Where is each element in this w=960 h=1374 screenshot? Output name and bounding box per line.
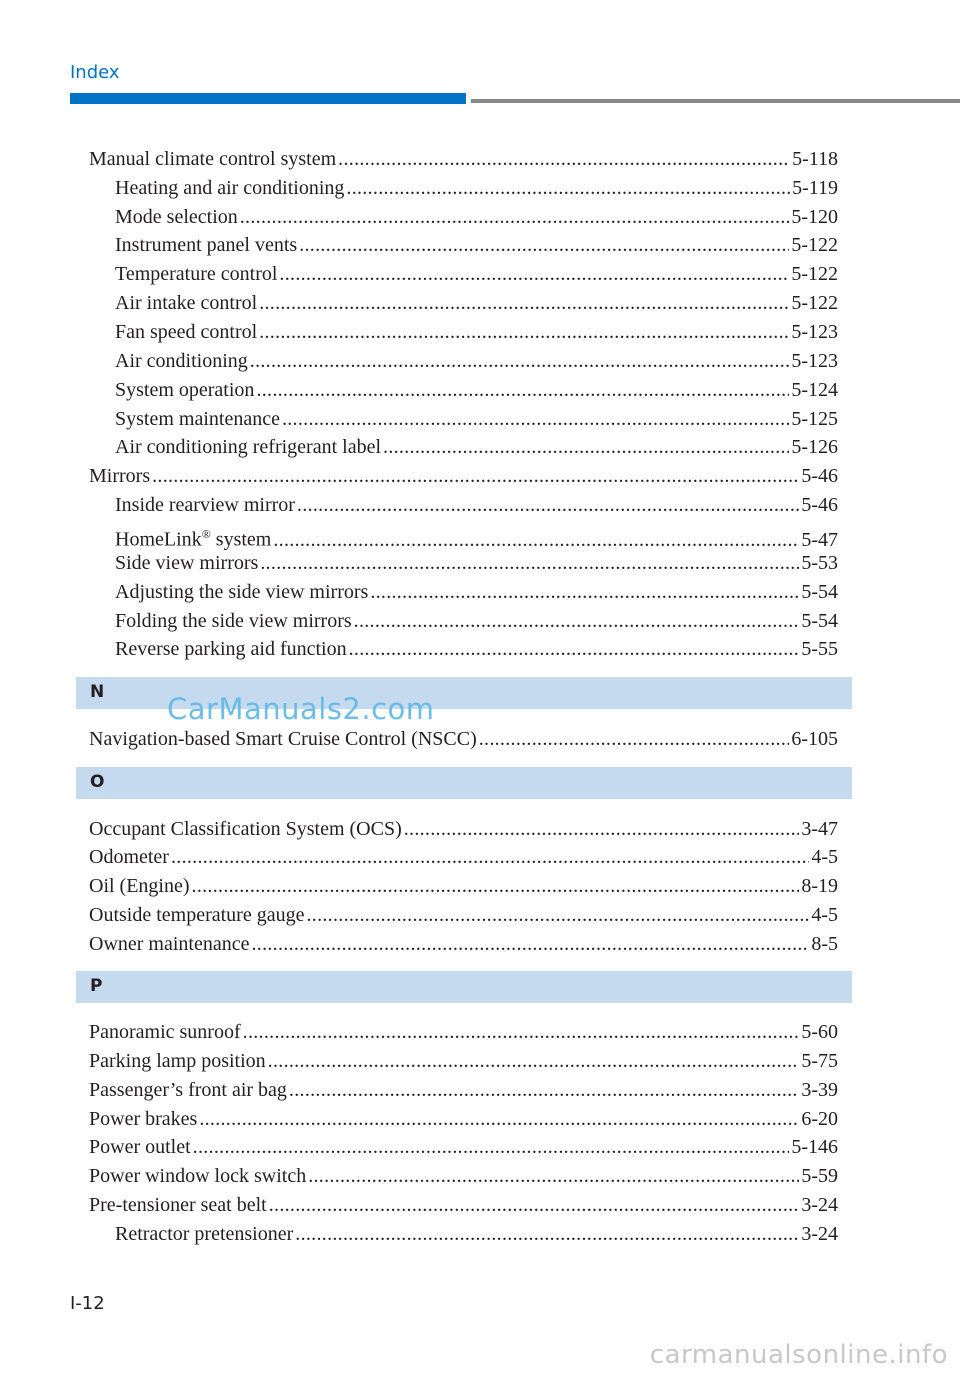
index-subentry	[115, 405, 838, 434]
footer-watermark: carmanualsonline.info	[649, 1340, 948, 1370]
index-subentry	[115, 549, 838, 578]
index-subentry	[115, 260, 838, 289]
index-entry	[89, 843, 838, 872]
index-subentry	[115, 578, 838, 607]
entry-label: Occupant Classification System (OCS)	[89, 818, 402, 840]
leader-dots	[479, 725, 790, 754]
index-entry	[89, 1133, 838, 1162]
leader-dots	[338, 145, 790, 174]
leader-dots	[171, 843, 809, 872]
index-subentry	[115, 203, 838, 232]
section-header-o	[76, 767, 852, 799]
entry-page: 5-54	[801, 581, 838, 603]
index-subentry	[115, 607, 838, 636]
leader-dots	[256, 376, 789, 405]
index-entry	[89, 1162, 838, 1191]
page-number: I-12	[70, 1293, 105, 1314]
entry-page: 3-24	[801, 1194, 838, 1216]
index-subentry	[115, 174, 838, 203]
leader-dots	[240, 203, 790, 232]
index-entry	[89, 1191, 838, 1220]
entry-label: Power outlet	[89, 1136, 191, 1158]
entry-label: Air intake control	[115, 292, 258, 314]
entry-label: Power window lock switch	[89, 1165, 307, 1187]
entry-label: Manual climate control system	[89, 148, 337, 170]
entry-label: Mirrors	[89, 465, 151, 487]
entry-page: 5-122	[791, 234, 838, 256]
index-subentry	[115, 231, 838, 260]
entry-label-text: system	[210, 528, 272, 551]
index-subentry	[115, 433, 838, 462]
leader-dots	[354, 607, 800, 636]
entry-page: 5-47	[801, 528, 838, 551]
leader-dots	[260, 549, 799, 578]
entry-page: 6-105	[791, 728, 838, 750]
index-entry	[89, 1047, 838, 1076]
entry-page: 5-46	[801, 494, 838, 516]
entry-label: Instrument panel vents	[115, 234, 298, 256]
section-letter: P	[90, 976, 103, 996]
entry-label: Side view mirrors	[115, 552, 259, 574]
leader-dots	[349, 635, 800, 664]
entry-label: Outside temperature gauge	[89, 904, 305, 926]
entry-label: Odometer	[89, 846, 169, 868]
header-rule	[471, 99, 960, 103]
index-entry	[89, 462, 838, 491]
leader-dots	[199, 1105, 799, 1134]
entry-page: 4-5	[811, 904, 838, 926]
leader-dots	[306, 901, 809, 930]
leader-dots	[193, 1133, 790, 1162]
index-entry	[89, 725, 838, 754]
entry-page: 5-123	[791, 350, 838, 372]
entry-label: Air conditioning refrigerant label	[115, 436, 382, 458]
entry-label: Air conditioning	[115, 350, 248, 372]
index-subentry	[115, 1220, 838, 1249]
leader-dots	[269, 1191, 800, 1220]
entry-label: Adjusting the side view mirrors	[115, 581, 369, 603]
leader-dots	[279, 260, 789, 289]
entry-label: Passenger’s front air bag	[89, 1079, 287, 1101]
entry-label: Navigation-based Smart Cruise Control (NSCC)	[89, 728, 477, 750]
entry-label: System operation	[115, 379, 255, 401]
page-section-title: Index	[70, 62, 120, 83]
entry-label: Panoramic sunroof	[89, 1021, 241, 1043]
entry-label: System maintenance	[115, 408, 280, 430]
index-entry	[89, 901, 838, 930]
index-entry	[89, 145, 838, 174]
index-subentry	[115, 318, 838, 347]
registered-mark: ®	[201, 527, 211, 541]
entry-page: 5-46	[801, 465, 838, 487]
leader-dots	[297, 491, 799, 520]
entry-label: Heating and air conditioning	[115, 177, 345, 199]
entry-page: 5-119	[792, 177, 838, 199]
header-accent-bar	[70, 93, 466, 104]
leader-dots	[383, 433, 789, 462]
entry-page: 8-19	[801, 875, 838, 897]
entry-page: 5-54	[801, 610, 838, 632]
index-subentry	[115, 635, 838, 664]
entry-page: 5-118	[792, 148, 838, 170]
index-entry	[89, 1105, 838, 1134]
leader-dots	[192, 872, 800, 901]
entry-label-text: HomeLink	[115, 528, 202, 551]
index-entry	[89, 815, 838, 844]
leader-dots	[346, 174, 790, 203]
entry-page: 5-53	[801, 552, 838, 574]
entry-page: 5-60	[801, 1021, 838, 1043]
index-entry	[89, 930, 838, 959]
leader-dots	[251, 930, 809, 959]
entry-page: 5-126	[791, 436, 838, 458]
entry-page: 5-122	[791, 292, 838, 314]
leader-dots	[289, 1076, 799, 1105]
entry-page: 3-39	[801, 1079, 838, 1101]
site-watermark: CarManuals2.com	[167, 692, 435, 726]
entry-page: 5-146	[791, 1136, 838, 1158]
entry-label: Reverse parking aid function	[115, 638, 347, 660]
entry-label: Inside rearview mirror	[115, 494, 295, 516]
entry-label: Temperature control	[115, 263, 278, 285]
leader-dots	[250, 347, 790, 376]
entry-label: Folding the side view mirrors	[115, 610, 352, 632]
entry-label: Pre-tensioner seat belt	[89, 1194, 267, 1216]
entry-label: Fan speed control	[115, 321, 258, 343]
index-subentry	[115, 491, 838, 520]
entry-page: 5-120	[791, 206, 838, 228]
entry-page: 5-59	[801, 1165, 838, 1187]
leader-dots	[308, 1162, 799, 1191]
leader-dots	[295, 1220, 799, 1249]
entry-label: Oil (Engine)	[89, 875, 190, 897]
leader-dots	[259, 289, 789, 318]
leader-dots	[152, 462, 799, 491]
entry-page: 5-55	[801, 638, 838, 660]
entry-page: 8-5	[811, 933, 838, 955]
entry-label: Owner maintenance	[89, 933, 250, 955]
entry-page: 5-125	[791, 408, 838, 430]
leader-dots	[259, 318, 789, 347]
entry-page: 5-123	[791, 321, 838, 343]
leader-dots	[404, 815, 800, 844]
index-entry	[89, 1018, 838, 1047]
entry-page: 4-5	[811, 846, 838, 868]
section-letter: N	[90, 682, 105, 702]
entry-page: 5-124	[791, 379, 838, 401]
section-header-p	[76, 971, 852, 1003]
entry-label: Parking lamp position	[89, 1050, 266, 1072]
entry-page: 3-24	[801, 1223, 838, 1245]
entry-page: 5-75	[801, 1050, 838, 1072]
entry-page: 6-20	[801, 1108, 838, 1130]
leader-dots	[268, 1047, 800, 1076]
leader-dots	[243, 1018, 800, 1047]
entry-label: Mode selection	[115, 206, 238, 228]
index-entry	[89, 872, 838, 901]
section-letter: O	[90, 772, 105, 792]
entry-page: 5-122	[791, 263, 838, 285]
index-subentry	[115, 376, 838, 405]
entry-page: 3-47	[801, 818, 838, 840]
entry-label: Power brakes	[89, 1108, 198, 1130]
index-subentry	[115, 347, 838, 376]
index-subentry	[115, 289, 838, 318]
leader-dots	[282, 405, 789, 434]
entry-label: Retractor pretensioner	[115, 1223, 294, 1245]
index-entry	[89, 1076, 838, 1105]
leader-dots	[370, 578, 799, 607]
index-subentry	[115, 520, 838, 549]
leader-dots	[299, 231, 789, 260]
